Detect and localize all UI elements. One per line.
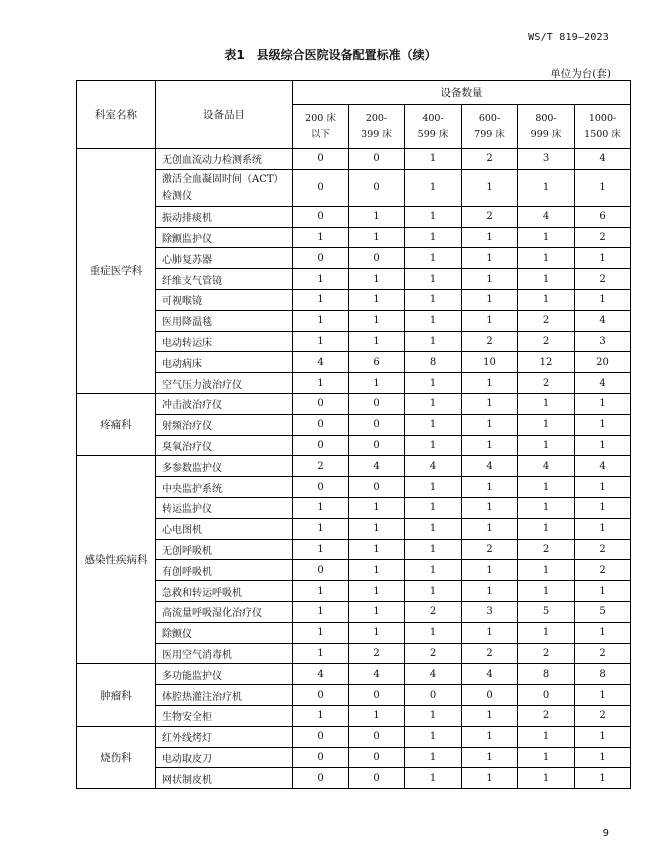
header-capacity: 200- 399 床 (349, 105, 405, 149)
quantity-cell: 6 (349, 352, 405, 373)
quantity-cell: 1 (349, 373, 405, 394)
quantity-cell: 1 (462, 560, 518, 581)
item-cell: 高流量呼吸湿化治疗仪 (156, 601, 293, 622)
header-item: 设备品目 (156, 81, 293, 149)
quantity-cell: 0 (293, 685, 349, 706)
quantity-cell: 1 (518, 289, 575, 310)
standard-code: WS/T 819—2023 (528, 32, 609, 43)
header-capacity: 200 床 以下 (293, 105, 349, 149)
quantity-cell: 1 (518, 248, 575, 269)
quantity-cell: 1 (575, 435, 631, 456)
item-cell: 心电图机 (156, 518, 293, 539)
table-row (77, 169, 631, 206)
department-cell: 重症医学科 (77, 149, 156, 394)
quantity-cell: 1 (405, 705, 462, 726)
item-cell: 中央监护系统 (156, 477, 293, 498)
table-row (77, 414, 631, 435)
quantity-cell: 1 (575, 248, 631, 269)
table-row (77, 664, 631, 685)
quantity-cell: 0 (293, 747, 349, 768)
quantity-cell: 1 (575, 393, 631, 414)
quantity-cell: 1 (293, 539, 349, 560)
quantity-cell: 1 (518, 726, 575, 747)
table-row (77, 622, 631, 643)
table-title: 表1 县级综合医院设备配置标准（续） (224, 48, 437, 62)
quantity-cell: 1 (349, 518, 405, 539)
department-cell: 疼痛科 (77, 393, 156, 455)
quantity-cell: 2 (575, 643, 631, 664)
quantity-cell: 1 (518, 393, 575, 414)
quantity-cell: 1 (349, 601, 405, 622)
item-cell: 急救和转运呼吸机 (156, 581, 293, 602)
quantity-cell: 1 (349, 310, 405, 331)
page-number: 9 (602, 828, 609, 839)
table-row (77, 560, 631, 581)
table-row (77, 705, 631, 726)
quantity-cell: 1 (405, 248, 462, 269)
quantity-cell: 0 (293, 248, 349, 269)
quantity-cell: 10 (462, 352, 518, 373)
quantity-cell: 1 (462, 393, 518, 414)
quantity-cell: 1 (462, 726, 518, 747)
quantity-cell: 1 (349, 560, 405, 581)
table-row (77, 768, 631, 789)
quantity-cell: 1 (462, 414, 518, 435)
quantity-cell: 4 (575, 373, 631, 394)
quantity-cell: 1 (293, 331, 349, 352)
quantity-cell: 1 (405, 169, 462, 206)
quantity-cell: 1 (462, 705, 518, 726)
quantity-cell: 4 (293, 352, 349, 373)
quantity-cell: 1 (462, 373, 518, 394)
quantity-cell: 1 (405, 373, 462, 394)
quantity-cell: 1 (462, 289, 518, 310)
quantity-cell: 1 (293, 581, 349, 602)
quantity-cell: 4 (518, 206, 575, 227)
quantity-cell: 0 (405, 685, 462, 706)
quantity-cell: 8 (575, 664, 631, 685)
quantity-cell: 8 (518, 664, 575, 685)
quantity-cell: 2 (518, 373, 575, 394)
header-quantity: 设备数量 (293, 81, 631, 105)
quantity-cell: 1 (462, 622, 518, 643)
quantity-cell: 1 (349, 269, 405, 290)
quantity-cell: 1 (293, 497, 349, 518)
quantity-cell: 0 (349, 414, 405, 435)
quantity-cell: 2 (518, 539, 575, 560)
quantity-cell: 1 (349, 581, 405, 602)
table-row (77, 248, 631, 269)
quantity-cell: 1 (405, 206, 462, 227)
quantity-cell: 1 (405, 414, 462, 435)
quantity-cell: 1 (293, 601, 349, 622)
table-row (77, 206, 631, 227)
quantity-cell: 4 (405, 456, 462, 477)
quantity-cell: 1 (349, 497, 405, 518)
quantity-cell: 1 (518, 497, 575, 518)
quantity-cell: 0 (349, 393, 405, 414)
item-cell: 无创呼吸机 (156, 539, 293, 560)
quantity-cell: 1 (575, 622, 631, 643)
quantity-cell: 2 (575, 227, 631, 248)
item-cell: 生物安全柜 (156, 705, 293, 726)
quantity-cell: 2 (462, 539, 518, 560)
item-cell: 转运监护仪 (156, 497, 293, 518)
quantity-cell: 1 (349, 331, 405, 352)
quantity-cell: 0 (349, 685, 405, 706)
quantity-cell: 3 (575, 331, 631, 352)
quantity-cell: 4 (462, 456, 518, 477)
quantity-cell: 0 (349, 768, 405, 789)
quantity-cell: 1 (405, 560, 462, 581)
header-capacity: 1000- 1500 床 (575, 105, 631, 149)
header-department: 科室名称 (77, 81, 156, 149)
quantity-cell: 1 (575, 289, 631, 310)
quantity-cell: 2 (575, 269, 631, 290)
quantity-cell: 0 (293, 560, 349, 581)
quantity-cell: 1 (575, 477, 631, 498)
item-cell: 体腔热灌注治疗机 (156, 685, 293, 706)
table-row (77, 149, 631, 170)
quantity-cell: 1 (405, 477, 462, 498)
quantity-cell: 12 (518, 352, 575, 373)
table-row (77, 643, 631, 664)
quantity-cell: 0 (349, 169, 405, 206)
item-cell: 除颤仪 (156, 622, 293, 643)
quantity-cell: 0 (293, 169, 349, 206)
item-cell: 有创呼吸机 (156, 560, 293, 581)
quantity-cell: 1 (293, 227, 349, 248)
item-cell: 医用降温毯 (156, 310, 293, 331)
quantity-cell: 1 (293, 643, 349, 664)
table-row (77, 601, 631, 622)
quantity-cell: 1 (518, 477, 575, 498)
table-row (77, 518, 631, 539)
quantity-cell: 1 (293, 269, 349, 290)
quantity-cell: 0 (293, 149, 349, 170)
quantity-cell: 4 (349, 456, 405, 477)
quantity-cell: 1 (349, 539, 405, 560)
quantity-cell: 1 (518, 169, 575, 206)
quantity-cell: 2 (349, 643, 405, 664)
quantity-cell: 0 (518, 685, 575, 706)
table-row (77, 393, 631, 414)
quantity-cell: 2 (462, 206, 518, 227)
quantity-cell: 5 (575, 601, 631, 622)
item-cell: 除颤监护仪 (156, 227, 293, 248)
quantity-cell: 4 (405, 664, 462, 685)
quantity-cell: 1 (575, 169, 631, 206)
quantity-cell: 4 (575, 310, 631, 331)
quantity-cell: 1 (575, 581, 631, 602)
department-cell: 肿瘤科 (77, 664, 156, 726)
item-cell: 纤维支气管镜 (156, 269, 293, 290)
quantity-cell: 0 (293, 477, 349, 498)
item-cell: 多功能监护仪 (156, 664, 293, 685)
item-cell: 振动排痰机 (156, 206, 293, 227)
item-cell: 空气压力波治疗仪 (156, 373, 293, 394)
quantity-cell: 4 (462, 664, 518, 685)
quantity-cell: 1 (518, 581, 575, 602)
department-cell: 感染性疾病科 (77, 456, 156, 664)
quantity-cell: 1 (518, 269, 575, 290)
quantity-cell: 3 (518, 149, 575, 170)
quantity-cell: 1 (349, 705, 405, 726)
table-row (77, 726, 631, 747)
quantity-cell: 1 (462, 310, 518, 331)
table-row (77, 456, 631, 477)
quantity-cell: 1 (293, 705, 349, 726)
quantity-cell: 1 (349, 206, 405, 227)
quantity-cell: 1 (518, 435, 575, 456)
quantity-cell: 1 (405, 581, 462, 602)
quantity-cell: 2 (293, 456, 349, 477)
quantity-cell: 0 (349, 477, 405, 498)
quantity-cell: 8 (405, 352, 462, 373)
quantity-cell: 1 (462, 269, 518, 290)
quantity-cell: 2 (575, 705, 631, 726)
quantity-cell: 1 (462, 477, 518, 498)
quantity-cell: 4 (518, 456, 575, 477)
table-row (77, 477, 631, 498)
quantity-cell: 1 (293, 518, 349, 539)
table-row (77, 539, 631, 560)
quantity-cell: 1 (462, 248, 518, 269)
table-row (77, 373, 631, 394)
table-row (77, 331, 631, 352)
table-row (77, 352, 631, 373)
quantity-cell: 1 (462, 227, 518, 248)
item-cell: 电动病床 (156, 352, 293, 373)
quantity-cell: 1 (405, 622, 462, 643)
quantity-cell: 1 (575, 768, 631, 789)
item-cell: 冲击波治疗仪 (156, 393, 293, 414)
quantity-cell: 1 (462, 435, 518, 456)
quantity-cell: 1 (462, 169, 518, 206)
quantity-cell: 1 (405, 747, 462, 768)
quantity-cell: 0 (462, 685, 518, 706)
quantity-cell: 4 (293, 664, 349, 685)
quantity-cell: 0 (349, 248, 405, 269)
quantity-cell: 1 (462, 747, 518, 768)
quantity-cell: 1 (405, 393, 462, 414)
quantity-cell: 2 (575, 560, 631, 581)
quantity-cell: 1 (575, 518, 631, 539)
quantity-cell: 0 (349, 149, 405, 170)
quantity-cell: 2 (518, 705, 575, 726)
quantity-cell: 2 (462, 643, 518, 664)
department-cell: 烧伤科 (77, 726, 156, 788)
unit-note: 单位为台(套) (550, 68, 611, 80)
quantity-cell: 2 (575, 539, 631, 560)
quantity-cell: 2 (518, 331, 575, 352)
table-row (77, 269, 631, 290)
quantity-cell: 0 (293, 435, 349, 456)
item-cell: 多参数监护仪 (156, 456, 293, 477)
quantity-cell: 2 (405, 643, 462, 664)
equipment-table (76, 80, 631, 789)
quantity-cell: 1 (405, 310, 462, 331)
quantity-cell: 1 (405, 768, 462, 789)
item-cell: 心肺复苏器 (156, 248, 293, 269)
item-cell: 医用空气消毒机 (156, 643, 293, 664)
quantity-cell: 0 (293, 393, 349, 414)
table-row (77, 685, 631, 706)
quantity-cell: 4 (575, 456, 631, 477)
quantity-cell: 2 (462, 149, 518, 170)
header-capacity: 600- 799 床 (462, 105, 518, 149)
table-row (77, 227, 631, 248)
table-row (77, 747, 631, 768)
quantity-cell: 1 (518, 227, 575, 248)
quantity-cell: 1 (405, 269, 462, 290)
quantity-cell: 1 (349, 289, 405, 310)
table-row (77, 310, 631, 331)
quantity-cell: 1 (462, 497, 518, 518)
table-row (77, 435, 631, 456)
item-cell: 臭氧治疗仪 (156, 435, 293, 456)
quantity-cell: 1 (575, 726, 631, 747)
quantity-cell: 1 (349, 622, 405, 643)
quantity-cell: 5 (518, 601, 575, 622)
quantity-cell: 1 (405, 726, 462, 747)
quantity-cell: 1 (405, 149, 462, 170)
quantity-cell: 1 (462, 768, 518, 789)
quantity-cell: 1 (518, 560, 575, 581)
quantity-cell: 0 (349, 726, 405, 747)
quantity-cell: 0 (293, 414, 349, 435)
quantity-cell: 1 (575, 747, 631, 768)
quantity-cell: 0 (293, 206, 349, 227)
quantity-cell: 1 (405, 227, 462, 248)
quantity-cell: 0 (349, 747, 405, 768)
quantity-cell: 1 (349, 227, 405, 248)
quantity-cell: 1 (518, 414, 575, 435)
header-capacity: 400- 599 床 (405, 105, 462, 149)
item-cell: 射频治疗仪 (156, 414, 293, 435)
table-row (77, 581, 631, 602)
quantity-cell: 0 (349, 435, 405, 456)
quantity-cell: 1 (405, 518, 462, 539)
quantity-cell: 20 (575, 352, 631, 373)
quantity-cell: 1 (518, 768, 575, 789)
quantity-cell: 1 (518, 747, 575, 768)
quantity-cell: 2 (518, 643, 575, 664)
quantity-cell: 2 (518, 310, 575, 331)
item-cell: 激活全血凝固时间（ACT） 检测仪 (156, 169, 293, 206)
quantity-cell: 2 (405, 601, 462, 622)
item-cell: 可视喉镜 (156, 289, 293, 310)
quantity-cell: 1 (405, 331, 462, 352)
quantity-cell: 1 (405, 435, 462, 456)
quantity-cell: 1 (575, 414, 631, 435)
item-cell: 红外线烤灯 (156, 726, 293, 747)
quantity-cell: 1 (293, 622, 349, 643)
table-row (77, 497, 631, 518)
quantity-cell: 1 (518, 622, 575, 643)
quantity-cell: 1 (405, 539, 462, 560)
item-cell: 网状制皮机 (156, 768, 293, 789)
quantity-cell: 1 (293, 310, 349, 331)
quantity-cell: 1 (405, 497, 462, 518)
item-cell: 无创血流动力检测系统 (156, 149, 293, 170)
quantity-cell: 1 (575, 685, 631, 706)
header-capacity: 800- 999 床 (518, 105, 575, 149)
quantity-cell: 4 (575, 149, 631, 170)
quantity-cell: 1 (518, 518, 575, 539)
quantity-cell: 0 (293, 768, 349, 789)
quantity-cell: 1 (462, 581, 518, 602)
quantity-cell: 1 (293, 373, 349, 394)
quantity-cell: 1 (462, 518, 518, 539)
quantity-cell: 1 (575, 497, 631, 518)
item-cell: 电动取皮刀 (156, 747, 293, 768)
quantity-cell: 3 (462, 601, 518, 622)
item-cell: 电动转运床 (156, 331, 293, 352)
quantity-cell: 1 (405, 289, 462, 310)
table-row (77, 289, 631, 310)
quantity-cell: 2 (462, 331, 518, 352)
quantity-cell: 6 (575, 206, 631, 227)
quantity-cell: 4 (349, 664, 405, 685)
quantity-cell: 0 (293, 726, 349, 747)
quantity-cell: 1 (293, 289, 349, 310)
